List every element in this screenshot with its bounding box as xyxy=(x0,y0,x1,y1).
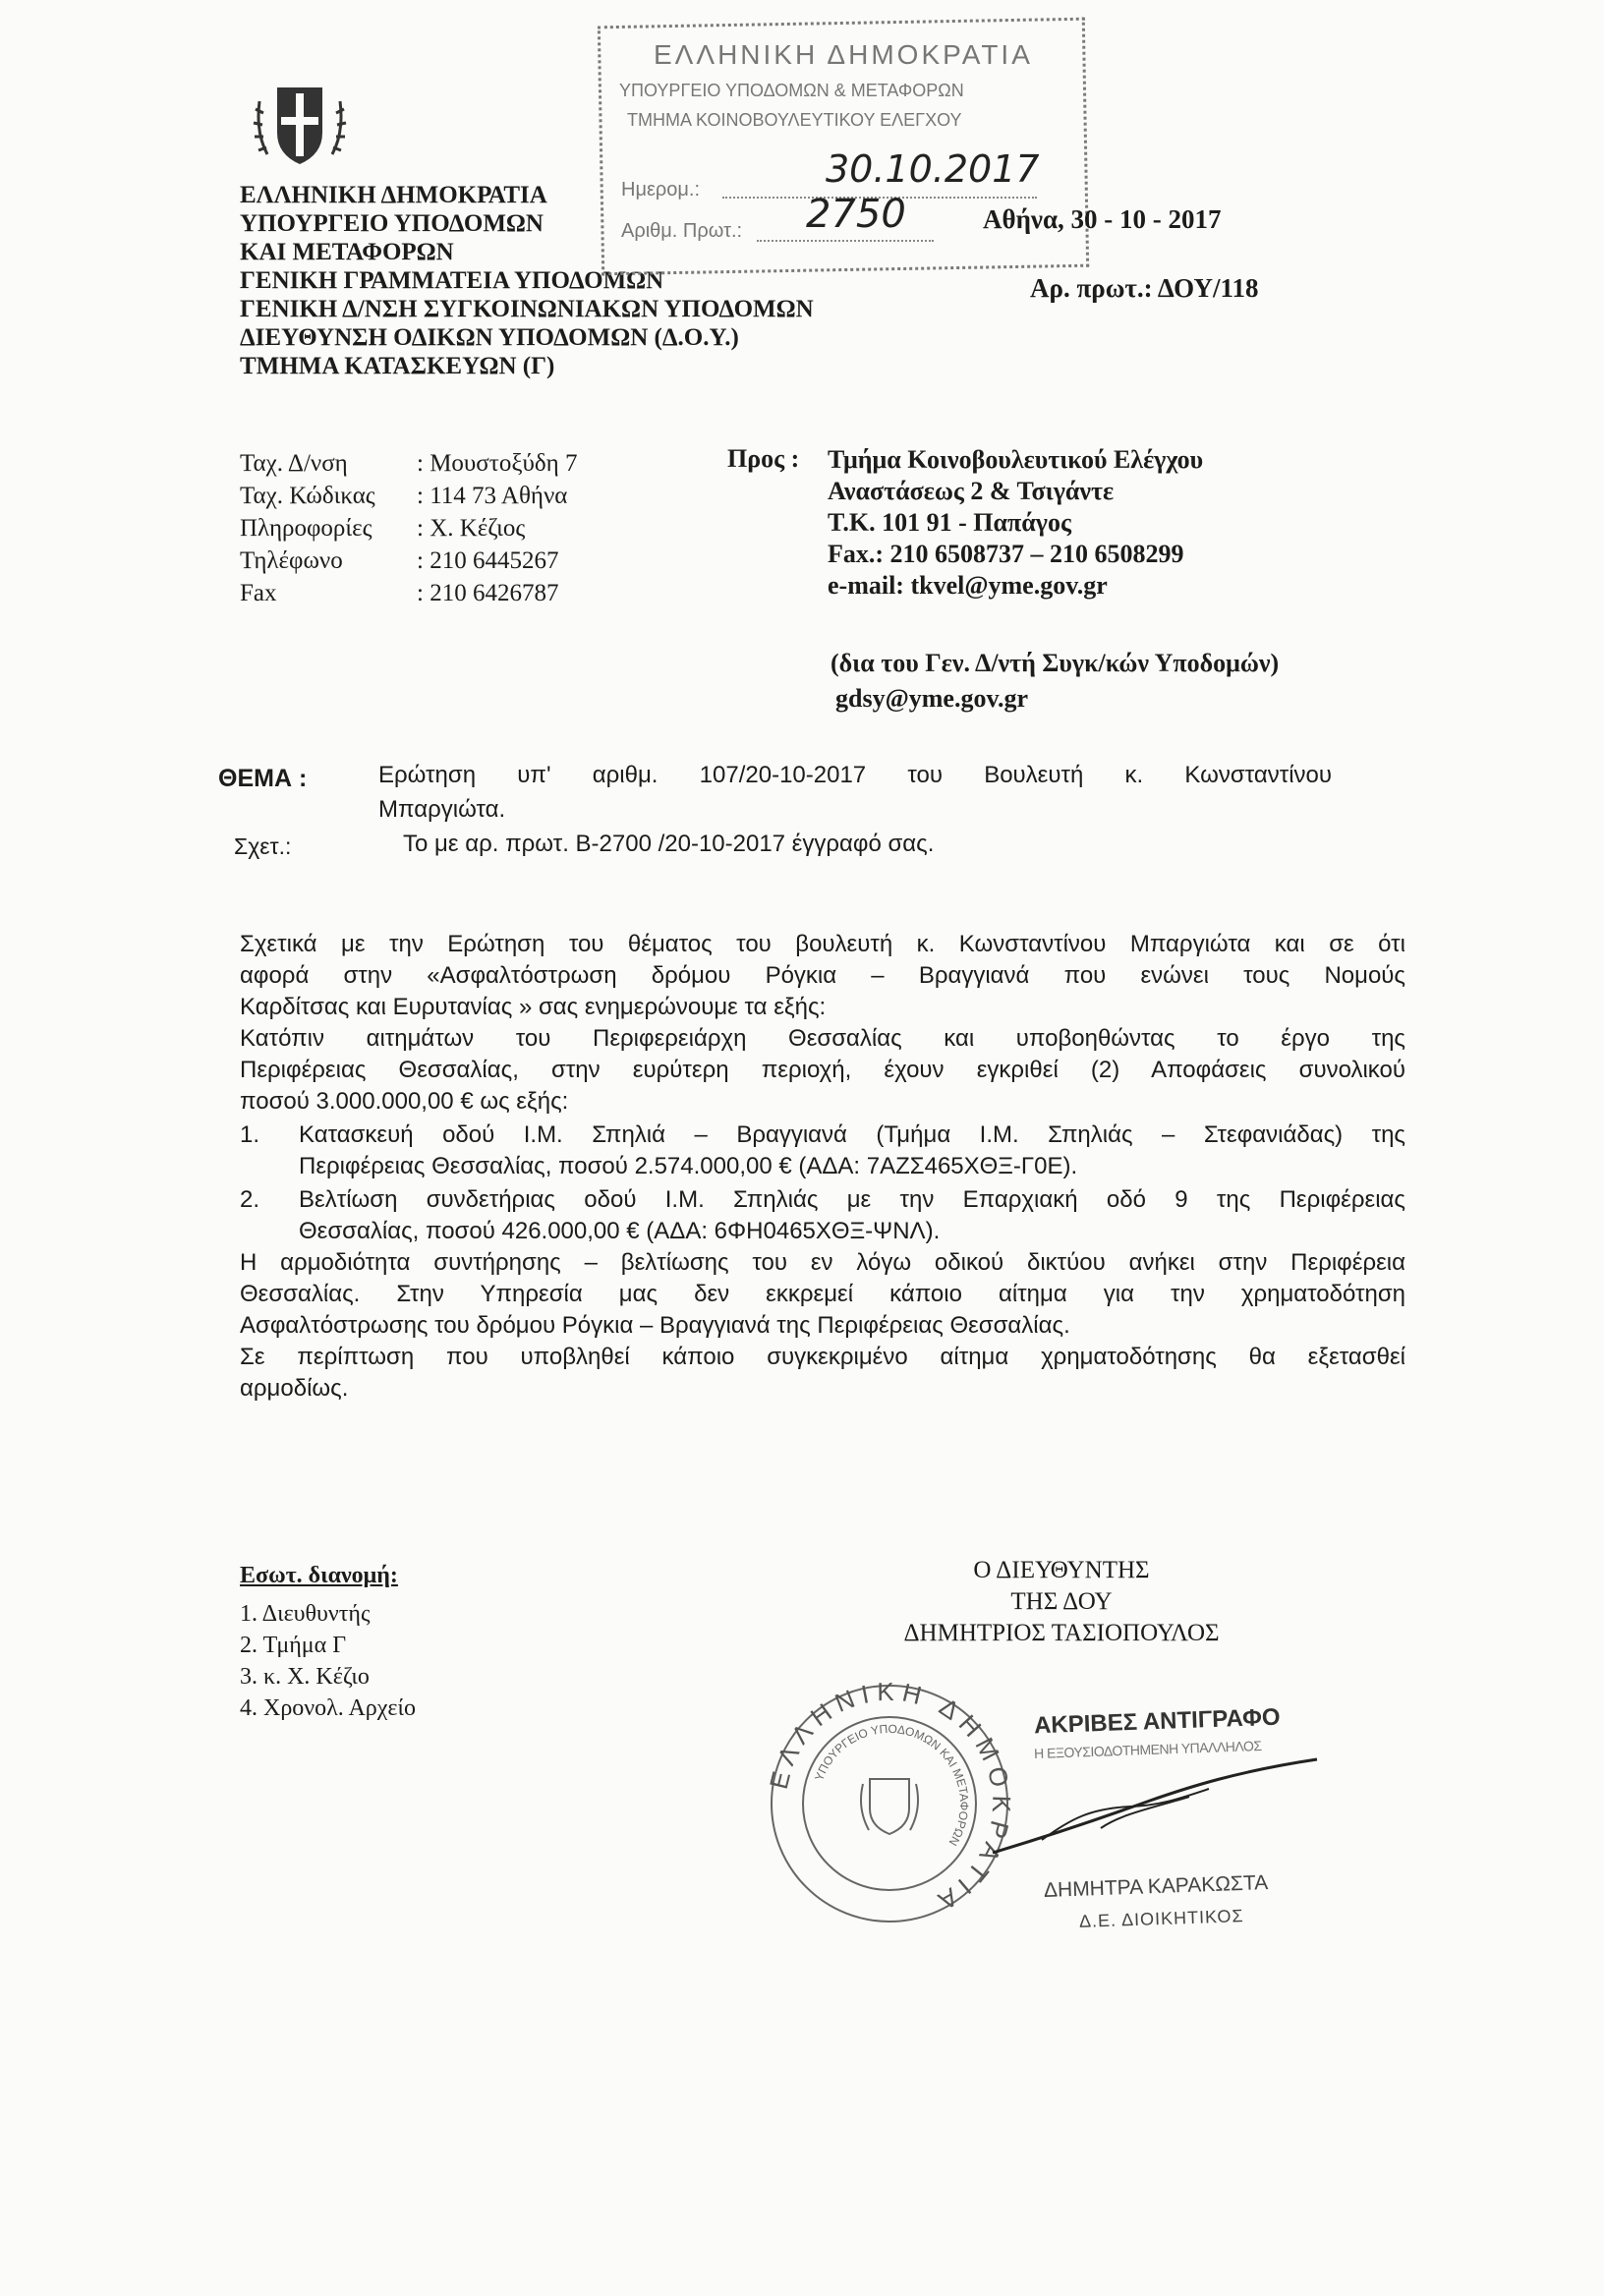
copy-stamp-role: Δ.Ε. ΔΙΟΙΚΗΤΙΚΟΣ xyxy=(1078,1906,1244,1931)
recipient-line: Αναστάσεως 2 & Τσιγάντε xyxy=(828,477,1115,505)
body-line: Σε περίπτωση που υποβληθεί κάποιο συγκεκριμένο αίτημα χρηματοδότησης θα εξετασθεί xyxy=(240,1344,1405,1370)
list-item: 1. Διευθυντής xyxy=(240,1601,371,1627)
recipient-block xyxy=(828,444,1203,602)
body-line: Ασφαλτόστρωσης του δρόμου Ρόγκια – Βραγγιανά της Περιφέρειας Θεσσαλίας. xyxy=(240,1312,1070,1339)
reference-label: Σχετ.: xyxy=(234,833,292,859)
body-line: Περιφέρειας Θεσσαλίας, στην ευρύτερη περιοχή, έχουν εγκριθεί (2) Αποφάσεις συνολικού xyxy=(240,1057,1405,1083)
subject-line-2: Μπαργιώτα. xyxy=(378,796,506,823)
issuer-line: ΤΜΗΜΑ ΚΑΤΑΣΚΕΥΩΝ (Γ) xyxy=(240,353,555,379)
signature-scribble xyxy=(983,1750,1337,1867)
copy-stamp-name: ΔΗΜΗΤΡΑ ΚΑΡΑΚΩΣΤΑ xyxy=(1043,1871,1269,1902)
svg-text:ΥΠΟΥΡΓΕΙΟ ΥΠΟΔΟΜΩΝ ΚΑΙ ΜΕΤΑΦΟΡ xyxy=(812,1722,971,1849)
reference-text: Το με αρ. πρωτ. Β-2700 /20-10-2017 έγγραφό σας. xyxy=(403,831,935,857)
list-item: 1. Κατασκευή οδού Ι.Μ. Σπηλιά – Βραγγιανά (Τμήμα Ι.Μ. Σπηλιάς – Στεφανιάδας) της Περιφέρειας Θεσσαλίας, ποσού 2.574.000,00 € (ΑΔΑ: 7ΑΖΣ465ΧΘΞ-Γ0Ε). xyxy=(240,1121,1405,1179)
distribution-title: Εσωτ. διανομή: xyxy=(240,1563,398,1588)
cc-email: gdsy@yme.gov.gr xyxy=(835,684,1029,713)
list-item: 2. Βελτίωση συνδετήριας οδού Ι.Μ. Σπηλιάς με την Επαρχιακή οδό 9 της Περιφέρειας Θεσσαλίας, ποσού 426.000,00 € (ΑΔΑ: 6ΦΗ0465ΧΘΞ-ΨΝΛ). xyxy=(240,1186,1405,1244)
issuer-line: ΓΕΝΙΚΗ ΓΡΑΜΜΑΤΕΙΑ ΥΠΟΔΟΜΩΝ xyxy=(240,267,664,294)
body-text xyxy=(240,929,1405,1405)
signatory-title: Ο ΔΙΕΥΘΥΝΤΗΣ xyxy=(973,1557,1150,1583)
signatory-block xyxy=(845,1555,1278,1649)
stamp-proto-dots xyxy=(757,240,934,242)
stamp-proto-label: Αριθμ. Πρωτ.: xyxy=(621,220,743,242)
recipient-line: Τμήμα Κοινοβουλευτικού Ελέγχου xyxy=(828,445,1204,474)
body-line: Σχετικά με την Ερώτηση του θέματος του βουλευτή κ. Κωνσταντίνου Μπαργιώτα και σε ότι xyxy=(240,931,1405,957)
subject-line-1: Ερώτηση υπ' αριθμ. 107/20-10-2017 του Βουλευτή κ. Κωνσταντίνου xyxy=(378,762,1332,788)
body-line: αρμοδίως. xyxy=(240,1375,349,1402)
document-date: Αθήνα, 30 - 10 - 2017 xyxy=(983,204,1222,234)
signatory-name: ΔΗΜΗΤΡΙΟΣ ΤΑΣΙΟΠΟΥΛΟΣ xyxy=(903,1620,1220,1646)
emblem-logo xyxy=(246,74,354,172)
seal-outer-text: ΕΛΛΗΝΙΚΗ ΔΗΜ ΡΑΤΙΑ xyxy=(767,1681,1012,1920)
issuer-line: ΥΠΟΥΡΓΕΙΟ ΥΠΟΔΟΜΩΝ xyxy=(240,210,544,237)
round-seal xyxy=(767,1681,1012,1926)
body-line: ποσού 3.000.000,00 € ως εξής: xyxy=(240,1088,569,1115)
stamp-line: ΤΜΗΜΑ ΚΟΙΝΟΒΟΥΛΕΥΤΙΚΟΥ ΕΛΕΓΧΟΥ xyxy=(627,110,962,130)
issuer-line: ΕΛΛΗΝΙΚΗ ΔΗΜΟΚΡΑΤΙΑ xyxy=(240,182,547,208)
stamp-date-value: 30.10.2017 xyxy=(826,147,1040,191)
body-line: Κατόπιν αιτημάτων του Περιφερειάρχη Θεσσαλίας και υποβοηθώντας το έργο της xyxy=(240,1025,1405,1052)
seal-inner-text: ΥΠΟΥΡΓΕΙΟ ΥΠΟΔΟΜΩΝ ΚΑΙ ΜΕΤΑΦΟΡΩΝ xyxy=(812,1721,972,1849)
stamp-proto-value: 2750 xyxy=(806,192,906,237)
body-line: αφορά στην «Ασφαλτόστρωση δρόμου Ρόγκια – Βραγγιανά που ενώνει τους Νομούς xyxy=(240,962,1405,989)
issuer-line: ΓΕΝΙΚΗ Δ/ΝΣΗ ΣΥΓΚΟΙΝΩΝΙΑΚΩΝ ΥΠΟΔΟΜΩΝ xyxy=(240,296,814,322)
list-item: 2. Τμήμα Γ xyxy=(240,1633,347,1658)
list-item: 3. κ. Χ. Κέζιο xyxy=(240,1664,370,1690)
recipient-label: Προς : xyxy=(727,444,800,473)
copy-stamp-title: ΑΚΡΙΒΕΣ ΑΝΤΙΓΡΑΦΟ xyxy=(1033,1703,1281,1740)
list-item: 4. Χρονολ. Αρχείο xyxy=(240,1695,416,1721)
approvals-list xyxy=(240,1119,1405,1247)
body-line: Η αρμοδιότητα συντήρησης – βελτίωσης του εν λόγω οδικού δικτύου ανήκει στην Περιφέρεια xyxy=(240,1249,1405,1276)
copy-stamp-subtitle: Η ΕΞΟΥΣΙΟΔΟΤΗΜΕΝΗ ΥΠΑΛΛΗΛΟΣ xyxy=(1033,1737,1262,1762)
body-line: Θεσσαλίας. Στην Υπηρεσία μας δεν εκκρεμεί κάποιο αίτημα για την χρηματοδότηση xyxy=(240,1281,1405,1307)
issuer-line: ΔΙΕΥΘΥΝΣΗ ΟΔΙΚΩΝ ΥΠΟΔΟΜΩΝ (Δ.Ο.Υ.) xyxy=(240,324,739,351)
distribution-list xyxy=(240,1598,416,1724)
stamp-line: ΥΠΟΥΡΓΕΙΟ ΥΠΟΔΟΜΩΝ & ΜΕΤΑΦΟΡΩΝ xyxy=(619,81,964,100)
subject-label: ΘΕΜΑ : xyxy=(218,765,308,792)
recipient-line: Τ.Κ. 101 91 - Παπάγος xyxy=(828,508,1071,537)
stamp-line: ΕΛΛΗΝΙΚΗ ΔΗΜΟΚΡΑΤΙΑ xyxy=(654,39,1033,70)
protocol-number: Αρ. πρωτ.: ΔΟΥ/118 xyxy=(1030,273,1259,303)
recipient-line: Fax.: 210 6508737 – 210 6508299 xyxy=(828,540,1184,568)
signatory-unit: ΤΗΣ ΔΟΥ xyxy=(1010,1588,1113,1615)
body-line: Καρδίτσας και Ευρυτανίας » σας ενημερώνουμε τα εξής: xyxy=(240,994,827,1020)
recipient-line: e-mail: tkvel@yme.gov.gr xyxy=(828,571,1108,600)
issuer-line: ΚΑΙ ΜΕΤΑΦΟΡΩΝ xyxy=(240,239,454,265)
stamp-date-label: Ημερομ.: xyxy=(621,179,701,201)
cc-line: (δια του Γεν. Δ/ντή Συγκ/κών Υποδομών) xyxy=(831,649,1280,677)
